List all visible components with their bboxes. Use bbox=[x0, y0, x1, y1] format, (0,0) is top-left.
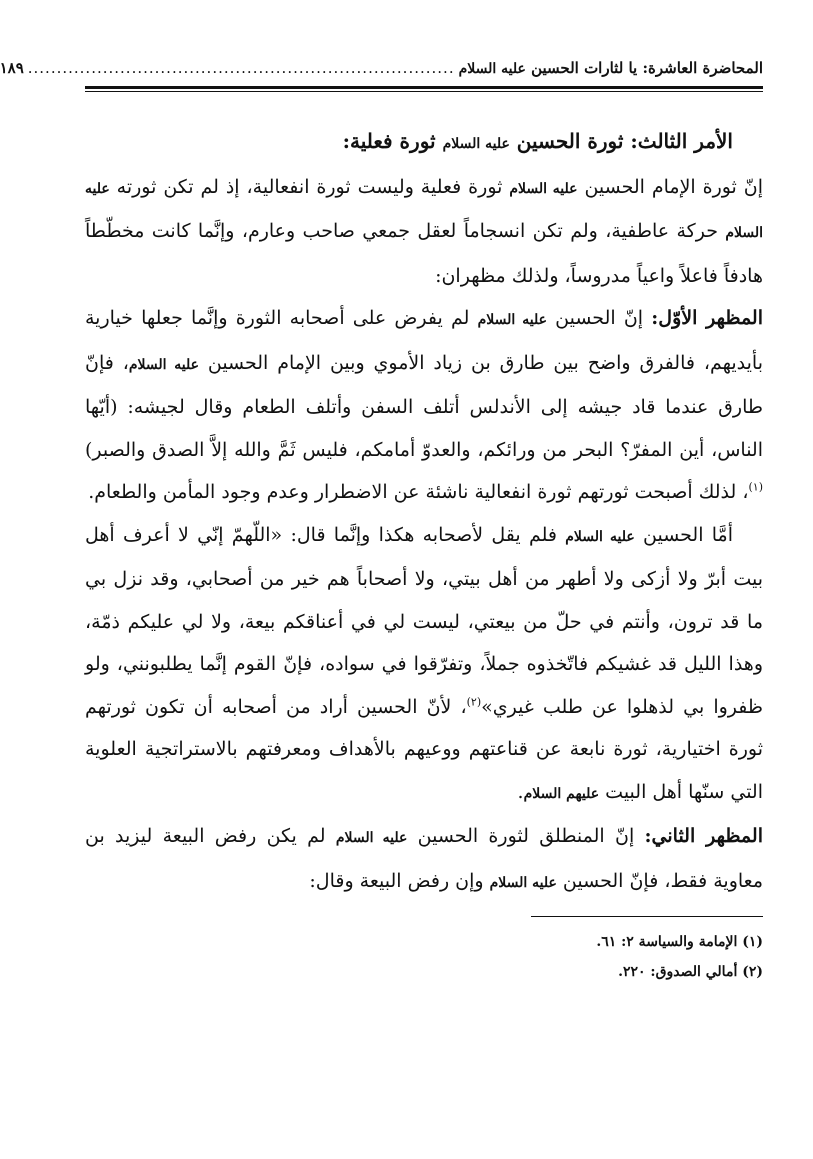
honorific-glyph: عليه السلام bbox=[509, 180, 578, 197]
honorific-glyph: عليه السلام bbox=[477, 312, 547, 328]
chapter-title bbox=[459, 54, 763, 83]
running-header bbox=[0, 54, 763, 82]
p4-text-b: لم يكن رفض البيعة ليزيد بن معاوية فقط، فإنّ الحسين bbox=[85, 825, 763, 892]
honorific-glyph: عليه السلام bbox=[335, 830, 408, 846]
p1-text-b: ثورة فعلية وليست ثورة انفعالية، إذ لم تكن ثورته bbox=[109, 175, 510, 198]
footnote-rule bbox=[531, 916, 763, 917]
book-page bbox=[0, 54, 764, 987]
chapter-title-text: المحاضرة العاشرة: يا لثارات الحسين bbox=[531, 59, 763, 77]
paragraph-4 bbox=[85, 815, 763, 904]
honorific-glyph: عليه السلام bbox=[442, 136, 510, 152]
footnote-ref-1[interactable]: (١) bbox=[748, 480, 763, 494]
p3-text-c: ، لأنّ الحسين أراد من أصحابه أن تكون ثورتهم ثورة اختيارية، ثورة نابعة عن قناعتهم ووعيهم بالأهداف ومعرفتهم بالاستراتجية العلوية التي سنّها أهل البيت bbox=[85, 695, 763, 803]
body-text bbox=[85, 120, 763, 904]
p3-text-b: فلم يقل لأصحابه هكذا وإنَّما قال: «اللّهمّ إنّي لا أعرف أهل بيت أبرّ ولا أزكى ولا أطهر من أهل بيتي، ولا أصحاباً هم خير من أصحابي، وقد نزل بي ما قد ترون، وأنتم في حلّ من بيعتي، ليست لي في أعناقكم بيعة، ولا لي عليكم ذمّة، وهذا الليل قد غشيكم فاتّخذوه جملاً، وتفرّقوا في سواده، فإنّ القوم إنَّما يطلبونني، ولو ظفروا بي لذهلوا عن طلب غيري» bbox=[85, 523, 763, 718]
section-heading bbox=[85, 120, 763, 166]
honorific-glyph: عليه السلام bbox=[565, 528, 635, 545]
p4-text-a: إنّ المنطلق لثورة الحسين bbox=[407, 825, 645, 847]
honorific-glyph: عليهم السلام bbox=[523, 785, 600, 802]
p3-text-a: أمَّا الحسين bbox=[634, 523, 733, 546]
p2-text-c: ، فإنّ طارق عندما قاد جيشه إلى الأندلس أتلف السفن وأتلف الطعام وقال لجيشه: (أيّها الناس، أين المفرّ؟ البحر من ورائكم، والعدوّ أمامكم، فليس ثَمَّ والله إلاَّ الصدق والصبر) bbox=[85, 351, 763, 461]
p3-text-d: . bbox=[517, 780, 524, 803]
header-rule-thin bbox=[85, 91, 763, 92]
p4-lead: المظهر الثاني: bbox=[644, 825, 763, 847]
footnotes bbox=[85, 927, 763, 987]
p4-text-c: وإن رفض البيعة وقال: bbox=[309, 869, 490, 892]
header-rule-thick bbox=[85, 86, 763, 89]
p2-text-b: لم يفرض على أصحابه الثورة وإنَّما جعلها خيارية بأيديهم، فالفرق واضح بين طارق بن زياد الأموي وبين الإمام الحسين bbox=[85, 307, 764, 374]
paragraph-1 bbox=[85, 166, 763, 298]
p1-text-c: حركة عاطفية، ولم تكن انسجاماً لعقل جمعي صاحب وعارم، وإنَّما كانت مخطّطاً هادفاً فاعلاً واعياً مدروساً، ولذلك مظهران: bbox=[85, 220, 763, 287]
heading-text-a: الأمر الثالث: ثورة الحسين bbox=[516, 129, 733, 153]
paragraph-2 bbox=[85, 297, 763, 514]
footnote-ref-2[interactable]: (٢) bbox=[466, 695, 482, 709]
honorific-glyph: عليه السلام bbox=[458, 61, 526, 77]
page-number: ١٨٩ bbox=[0, 59, 24, 77]
heading-text-b: ثورة فعلية: bbox=[342, 129, 443, 153]
p2-lead: المظهر الأوّل: bbox=[651, 307, 763, 329]
honorific-glyph: عليه السلام bbox=[489, 874, 557, 891]
honorific-glyph: عليه السلام bbox=[128, 356, 199, 373]
leader-dots: .......................................................................... bbox=[27, 59, 455, 77]
footnote-1: (١) الإمامة والسياسة ٢: ٦١. bbox=[596, 934, 763, 950]
footnote-2: (٢) أمالي الصدوق: ٢٢٠. bbox=[618, 964, 763, 980]
honorific-glyph: عليه السلام bbox=[85, 180, 763, 241]
paragraph-3 bbox=[85, 514, 763, 816]
p2-text-a: إنّ الحسين bbox=[546, 307, 652, 329]
p1-text-a: إنّ ثورة الإمام الحسين bbox=[577, 175, 764, 198]
p2-text-d: ، لذلك أصبحت ثورتهم ثورة انفعالية ناشئة عن الاضطرار وعدم وجود المأمن والطعام. bbox=[88, 481, 749, 503]
